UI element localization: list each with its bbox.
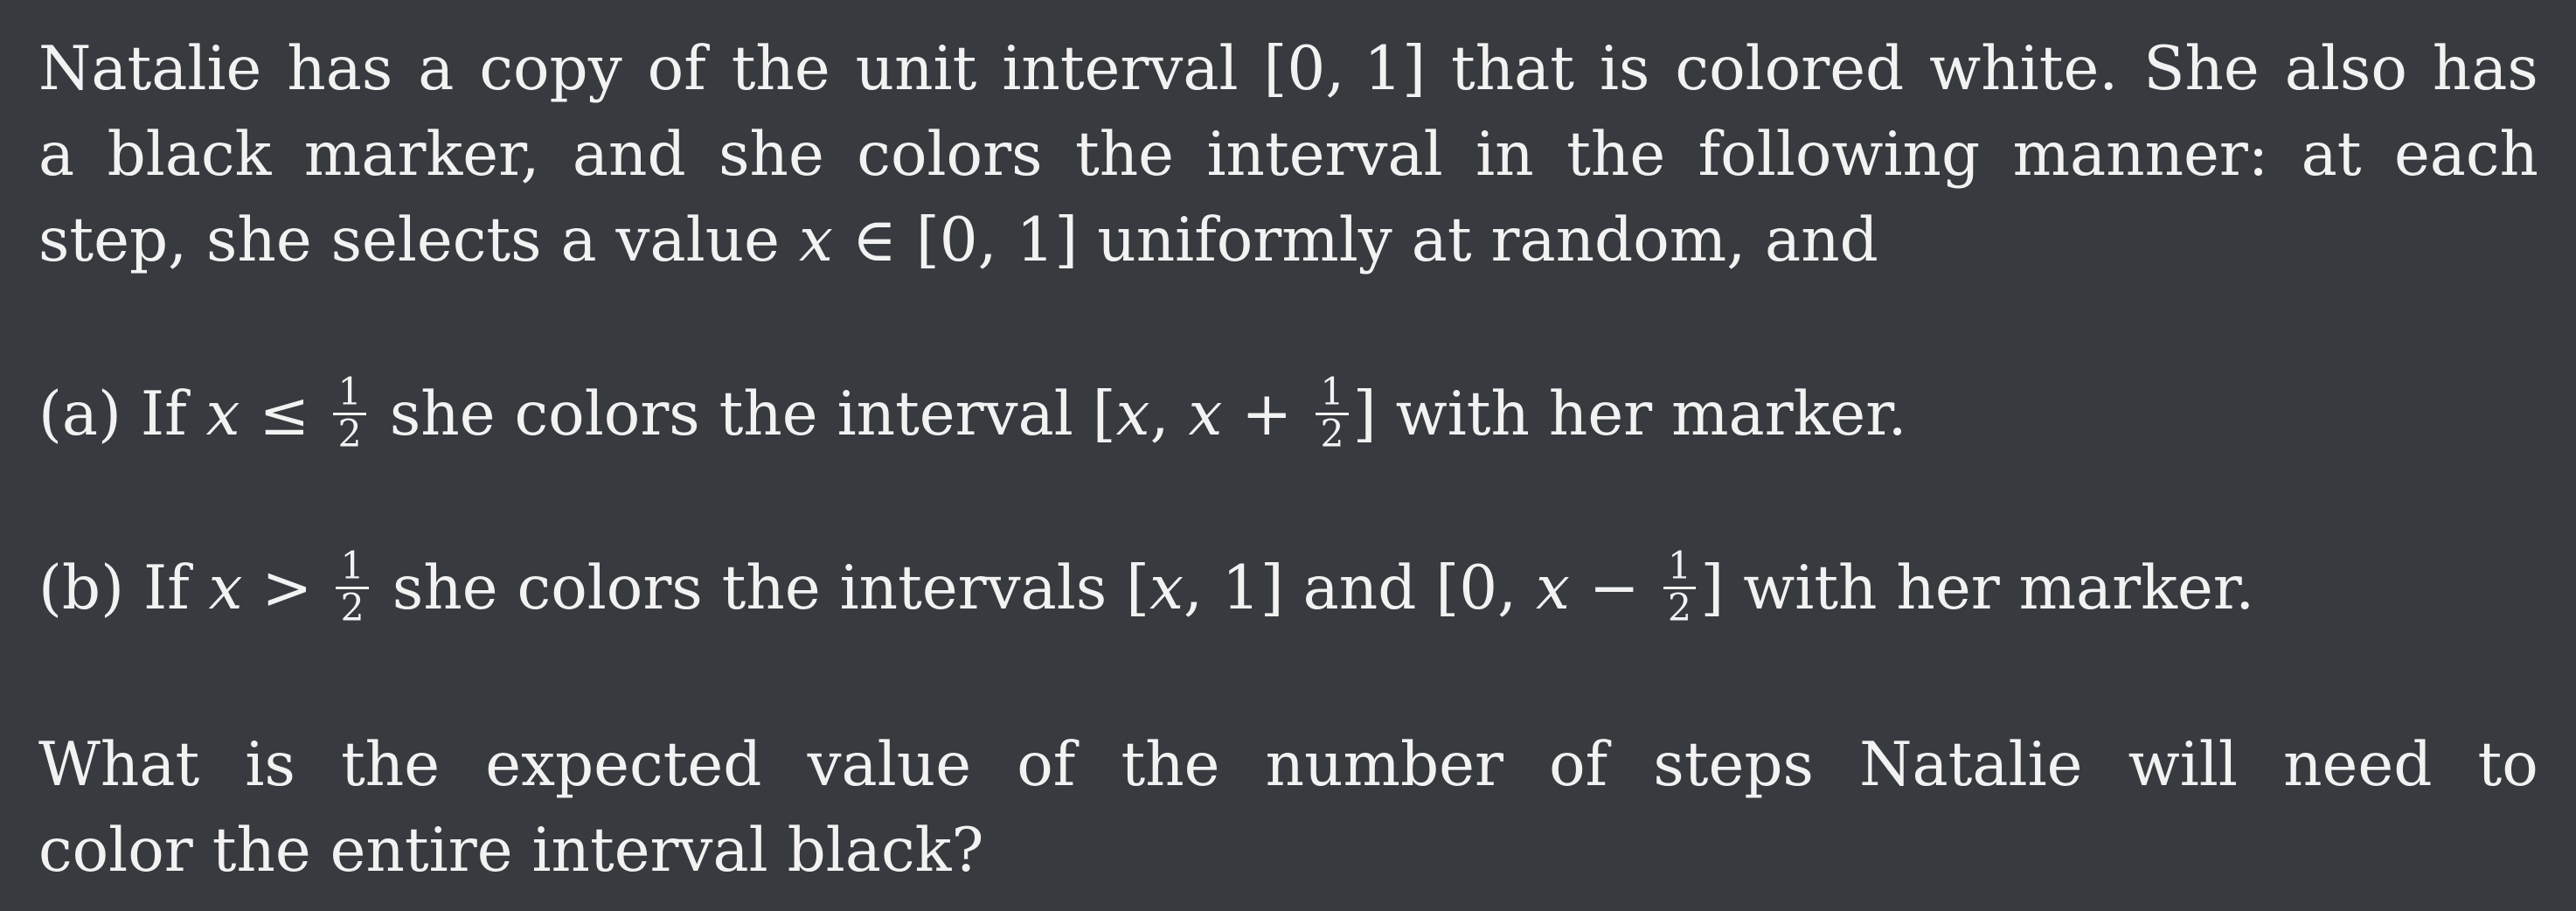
case-a-line	[38, 372, 1907, 457]
fraction-numerator: 1	[336, 547, 368, 589]
intro-line-1	[38, 26, 2538, 112]
math-variable: x	[208, 553, 243, 623]
word: interval	[1206, 120, 1443, 190]
word: that	[1450, 34, 1575, 104]
text-segment: ] with her marker.	[1700, 553, 2255, 623]
word: colored	[1675, 34, 1905, 104]
text-segment: ,	[1149, 379, 1189, 449]
word: marker,	[303, 120, 540, 190]
word: of	[647, 34, 706, 104]
word: What	[38, 730, 200, 800]
fraction-denominator: 2	[1667, 586, 1692, 630]
intro-line-2	[38, 112, 2538, 198]
text-segment: she colors the interval [	[370, 379, 1116, 449]
word: a	[38, 120, 75, 190]
math-relation: >	[242, 553, 332, 623]
word: colors	[857, 120, 1043, 190]
word: is	[1599, 34, 1650, 104]
math-operator: −	[1569, 553, 1659, 623]
word: at	[2301, 120, 2362, 190]
word: of	[1549, 730, 1608, 800]
text-segment: , 1] and [0,	[1184, 553, 1537, 623]
fraction-numerator: 1	[1316, 373, 1348, 415]
word: also	[2284, 34, 2407, 104]
math-variable: x	[205, 379, 240, 449]
word: is	[245, 730, 295, 800]
math-variable: x	[1115, 379, 1150, 449]
fraction	[333, 370, 365, 456]
word: number	[1265, 730, 1503, 800]
word: following	[1698, 120, 1981, 190]
word: will	[2128, 730, 2238, 800]
fraction-denominator: 2	[1320, 412, 1344, 456]
word: white.	[1929, 34, 2119, 104]
word: the	[1566, 120, 1666, 190]
word: need	[2283, 730, 2433, 800]
word: [0, 1]	[1263, 34, 1427, 104]
fraction-denominator: 2	[337, 412, 362, 456]
word: the	[731, 34, 830, 104]
word: She	[2143, 34, 2260, 104]
word: she	[719, 120, 824, 190]
word: copy	[479, 34, 622, 104]
word: has	[287, 34, 393, 104]
math-set: [0, 1]	[915, 205, 1079, 275]
word: interval	[1002, 34, 1239, 104]
word: and	[572, 120, 686, 190]
word: steps	[1653, 730, 1814, 800]
word: unit	[855, 34, 977, 104]
word: of	[1017, 730, 1076, 800]
fraction	[1316, 370, 1348, 456]
fraction	[1663, 544, 1696, 630]
fraction	[336, 544, 368, 630]
text-segment: ] with her marker.	[1352, 379, 1907, 449]
math-variable: x	[1188, 379, 1223, 449]
word: the	[1074, 120, 1174, 190]
word: manner:	[2012, 120, 2269, 190]
question-line-2: color the entire interval black?	[38, 816, 984, 886]
word: black	[107, 120, 272, 190]
case-b-line	[38, 546, 2254, 631]
word: to	[2477, 730, 2538, 800]
math-variable: x	[798, 205, 833, 275]
intro-line-3	[38, 198, 1878, 283]
math-relation: ≤	[240, 379, 330, 449]
word: a	[418, 34, 455, 104]
fraction-denominator: 2	[340, 586, 365, 630]
word: expected	[485, 730, 762, 800]
math-variable: x	[1536, 553, 1570, 623]
text-segment: step, she selects a value	[38, 205, 799, 275]
word: each	[2393, 120, 2538, 190]
case-a-label: (a) If	[38, 379, 206, 449]
word: in	[1475, 120, 1534, 190]
word: has	[2432, 34, 2538, 104]
question-line-1	[38, 722, 2538, 808]
word: value	[807, 730, 972, 800]
text-segment: uniformly at random, and	[1078, 205, 1878, 275]
fraction-numerator: 1	[1663, 547, 1696, 589]
math-variable: x	[1149, 553, 1184, 623]
word: Natalie	[38, 34, 262, 104]
math-operator: +	[1222, 379, 1312, 449]
case-b-label: (b) If	[38, 553, 209, 623]
math-relation: ∈	[832, 205, 916, 275]
word: the	[1121, 730, 1220, 800]
fraction-numerator: 1	[333, 373, 365, 415]
word: Natalie	[1859, 730, 2083, 800]
text-segment: she colors the intervals [	[373, 553, 1150, 623]
word: the	[341, 730, 441, 800]
